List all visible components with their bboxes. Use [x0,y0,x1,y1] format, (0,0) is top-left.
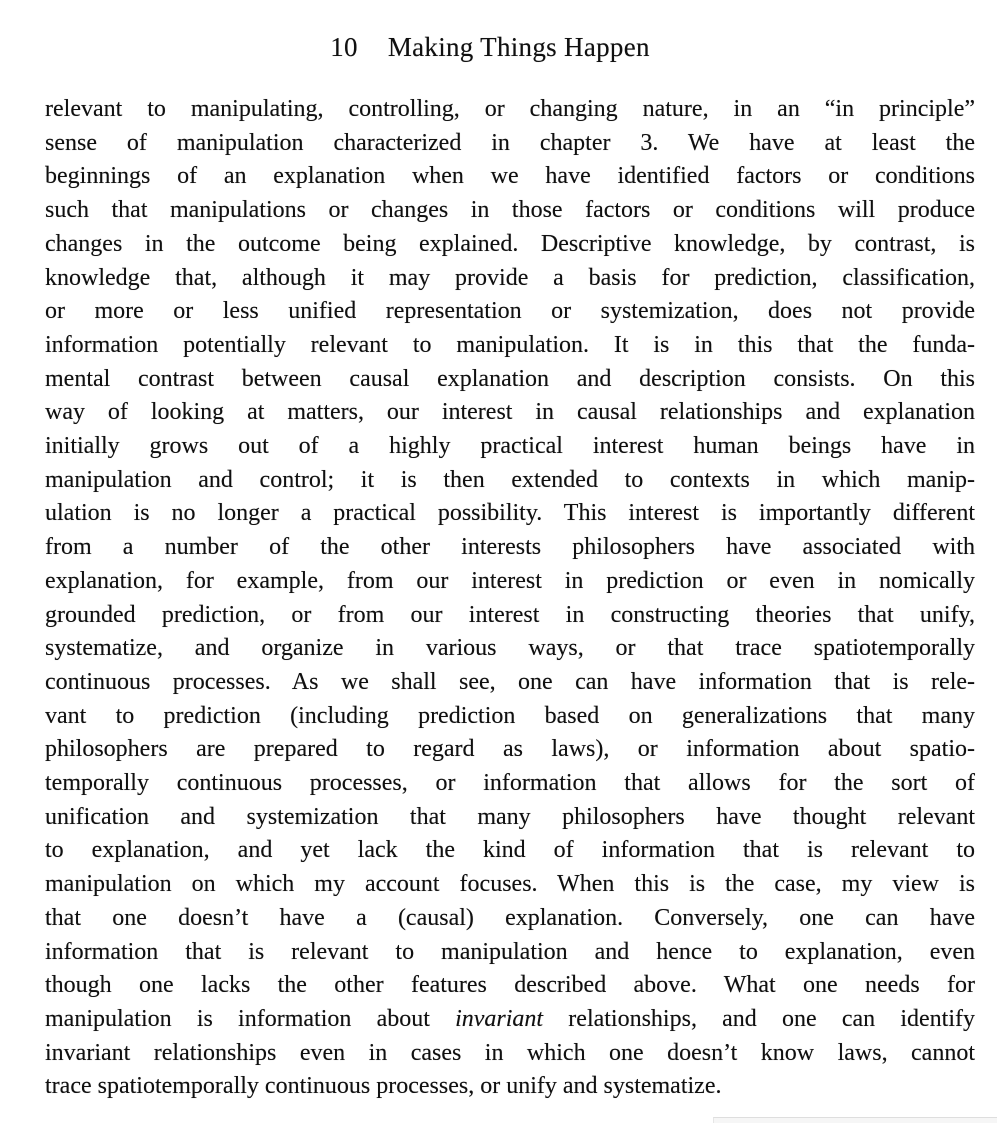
paragraph-line: such that manipulations or changes in those factors or conditions will produce [45,197,975,224]
paragraph-line: invariant relationships even in cases in which one doesn’t know laws, cannot [45,1039,975,1066]
paragraph-line: trace spatiotemporally continuous processes, or unify and systematize. [45,1073,722,1100]
paragraph-line: initially grows out of a highly practical interest human beings have in [45,433,975,460]
paragraph-line: information that is relevant to manipulation and hence to explanation, even [45,938,975,965]
italic-text: invariant [455,1005,544,1032]
paragraph-line: ulation is no longer a practical possibility. This interest is importantly different [45,500,975,527]
paragraph-line: changes in the outcome being explained. Descriptive knowledge, by contrast, is [45,230,975,257]
paragraph-line: manipulation is information about invariant relationships, and one can identify [45,1005,976,1032]
paragraph-line: manipulation and control; it is then extended to contexts in which manip- [45,466,975,493]
paragraph-line: from a number of the other interests philosophers have associated with [45,534,975,561]
paragraph-line: beginnings of an explanation when we have identified factors or conditions [45,163,975,190]
paragraph-line: continuous processes. As we shall see, one can have information that is rele- [45,668,975,695]
running-head-title: Making Things Happen [387,32,650,62]
paragraph-line: that one doesn’t have a (causal) explanation. Conversely, one can have [45,904,975,931]
paragraph-line: vant to prediction (including prediction based on generalizations that many [45,702,975,729]
paragraph-line: grounded prediction, or from our interest in constructing theories that unify, [45,601,975,628]
paragraph-line: philosophers are prepared to regard as laws), or information about spatio- [45,736,975,763]
paragraph-line: explanation, for example, from our interest in prediction or even in nomically [45,567,975,594]
paragraph-line: temporally continuous processes, or information that allows for the sort of [45,770,975,797]
paragraph-line: to explanation, and yet lack the kind of information that is relevant to [45,837,975,864]
running-head [45,32,935,63]
paragraph-line: relevant to manipulating, controlling, or changing nature, in an “in principle” [45,96,975,122]
scan-artifact [713,1117,997,1123]
paragraph-line: sense of manipulation characterized in chapter 3. We have at least the [45,129,975,156]
paragraph-line: though one lacks the other features described above. What one needs for [45,972,975,999]
paragraph-line: way of looking at matters, our interest in causal relationships and explanation [45,399,975,426]
paragraph-line: mental contrast between causal explanation and description consists. On this [45,365,975,392]
paragraph-line: knowledge that, although it may provide a basis for prediction, classification, [45,264,975,291]
paragraph-line: unification and systemization that many philosophers have thought relevant [45,803,975,830]
paragraph-line: systematize, and organize in various ways, or that trace spatiotemporally [45,635,975,662]
paragraph-line: manipulation on which my account focuses. When this is the case, my view is [45,871,975,898]
page-number: 10 [330,32,358,62]
paragraph [45,93,975,1104]
paragraph-line: or more or less unified representation or systemization, does not provide [45,298,975,325]
paragraph-line: information potentially relevant to manipulation. It is in this that the funda- [45,331,975,358]
